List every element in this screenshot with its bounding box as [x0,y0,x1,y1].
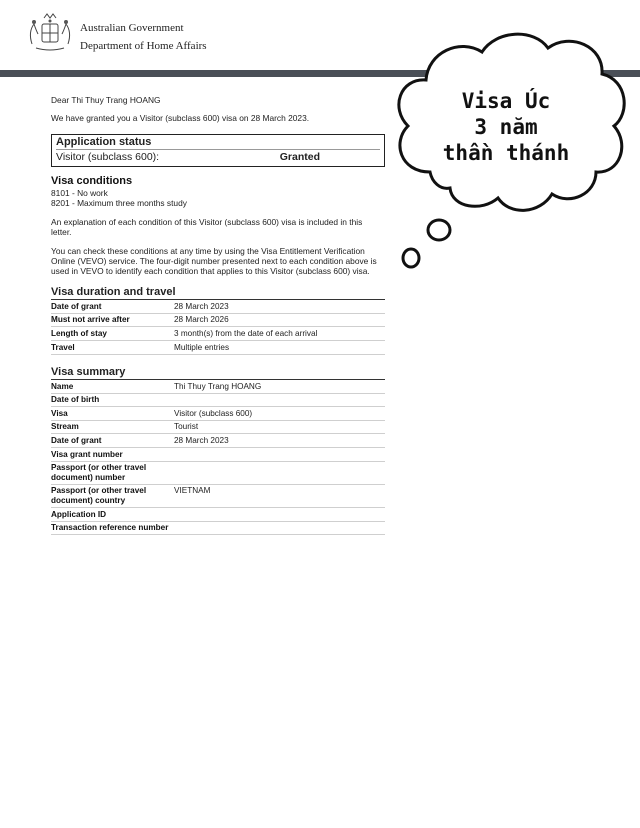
row-label: Passport (or other travel document) number [51,461,174,484]
visa-conditions-list [51,188,385,209]
row-value: Tourist [174,420,385,434]
table-row [51,448,385,462]
conditions-explanation: An explanation of each condition of this Visitor (subclass 600) visa is included in this letter. [51,216,363,238]
table-row [51,341,385,355]
summary-title: Visa summary [51,367,385,380]
row-value: VIETNAM [174,484,385,507]
table-row [51,313,385,327]
row-value: Thi Thuy Trang HOANG [174,380,385,393]
row-label: Date of grant [51,434,174,448]
row-label: Name [51,380,174,393]
duration-table [51,300,385,354]
table-row [51,327,385,341]
row-value [174,508,385,522]
government-name: Australian Government [80,22,184,34]
summary-table [51,380,385,535]
row-value: Multiple entries [174,341,385,355]
list-item: 8201 - Maximum three months study [51,198,187,209]
visa-conditions-title: Visa conditions [51,174,133,187]
table-row [51,521,385,535]
row-label: Length of stay [51,327,174,341]
table-row [51,461,385,484]
row-value: 28 March 2023 [174,434,385,448]
bubble-line: Visa Úc [461,89,551,113]
bubble-line: 3 năm [474,115,538,139]
bubble-caption [395,88,617,166]
row-label: Date of birth [51,393,174,407]
row-value: 3 month(s) from the date of each arrival [174,327,385,341]
row-label: Date of grant [51,300,174,313]
table-row [51,393,385,407]
row-label: Stream [51,420,174,434]
row-label: Passport (or other travel document) country [51,484,174,507]
table-row [51,300,385,313]
table-row [51,434,385,448]
row-value: 28 March 2023 [174,300,385,313]
row-label: Visa grant number [51,448,174,462]
status-badge: Granted [279,151,320,164]
table-row [51,508,385,522]
intro-text: We have granted you a Visitor (subclass 600) visa on 28 March 2023. [51,113,310,124]
row-value: Visitor (subclass 600) [174,407,385,421]
table-row [51,484,385,507]
bubble-line: thần thánh [442,141,570,165]
list-item: 8101 - No work [51,188,108,199]
row-value [174,393,385,407]
table-row [51,407,385,421]
row-label: Visa [51,407,174,421]
row-value [174,521,385,535]
application-status-title: Application status [56,137,380,150]
status-label: Visitor (subclass 600): [56,151,160,164]
duration-title: Visa duration and travel [51,287,385,300]
row-value [174,448,385,462]
department-name: Department of Home Affairs [80,40,207,52]
row-label: Must not arrive after [51,313,174,327]
row-label: Transaction reference number [51,521,174,535]
grant-letter [51,95,385,547]
table-row [51,420,385,434]
row-label: Application ID [51,508,174,522]
greeting: Dear Thi Thuy Trang HOANG [51,95,161,105]
coat-of-arms-icon [22,10,78,54]
row-value [174,461,385,484]
vevo-text: You can check these conditions at any time by using the Visa Entitlement Verification Online (VEVO) service. The four-digit number presented next to each condition above is used in VEVO to identify each condition that applies to this Visitor (subclass 600) visa. [51,245,377,277]
row-value: 28 March 2026 [174,313,385,327]
application-status-box [51,134,385,167]
table-row [51,380,385,393]
row-label: Travel [51,341,174,355]
application-status-row [56,152,380,162]
